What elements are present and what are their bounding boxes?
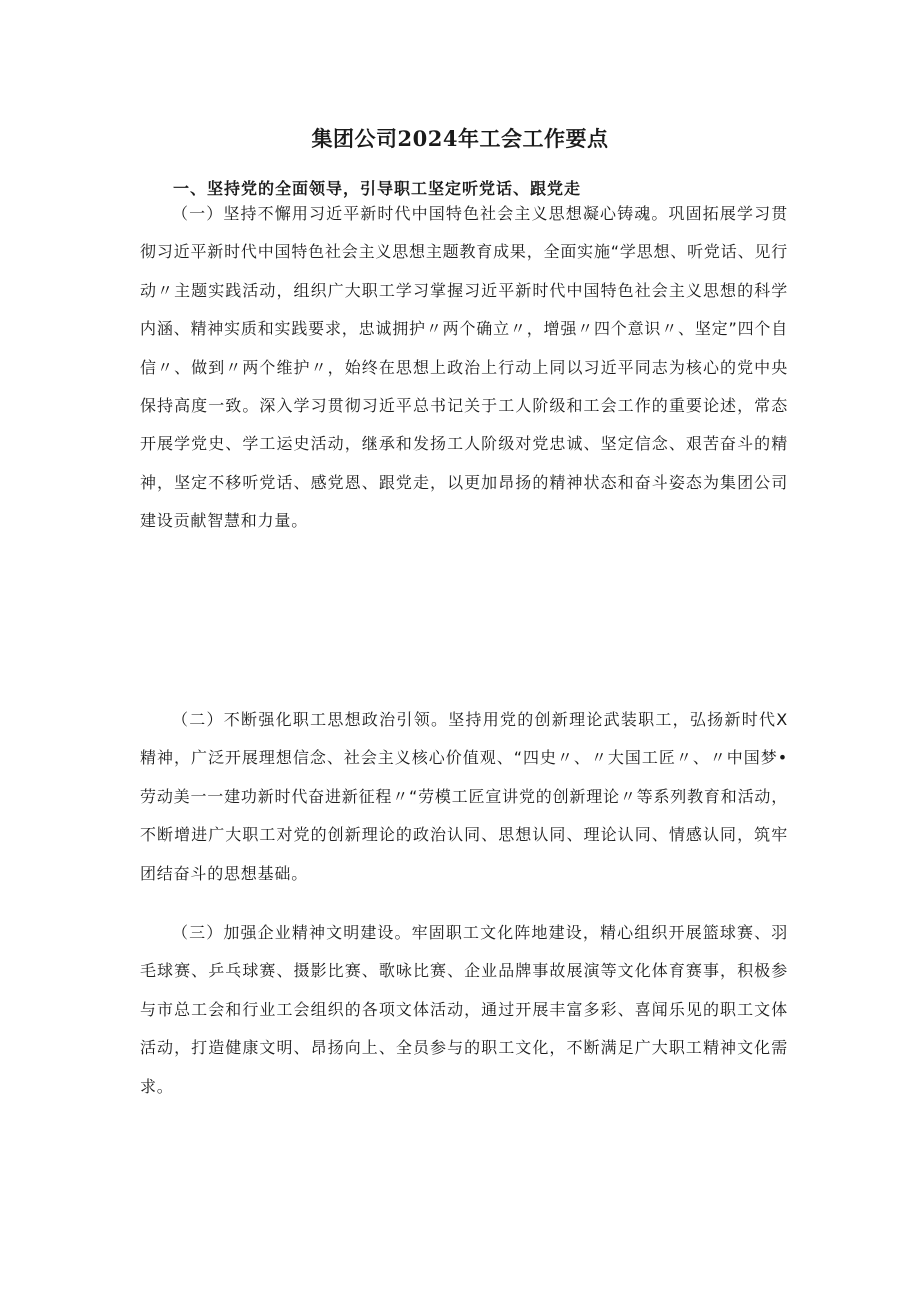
section-heading: 一、坚持党的全面领导，引导职工坚定听党话、跟党走 [173,179,582,198]
paragraph-3: （三）加强企业精神文明建设。牢固职工文化阵地建设，精心组织开展篮球赛、羽毛球赛、乒乓球赛、摄影比赛、歌咏比赛、企业品牌事故展演等文化体育赛事，积极参与市总工会和行业工会组织的各项文体活动，通过开展丰富多彩、喜闻乐见的职工文体活动，打造健康文明、昂扬向上、全员参与的职工文化，不断满足广大职工精神文化需求。 [140,923,788,1096]
paragraph-1: （一）坚持不懈用习近平新时代中国特色社会主义思想凝心铸魂。巩固拓展学习贯彻习近平新时代中国特色社会主义思想主题教育成果，全面实施“学思想、听党话、见行动〃主题实践活动，组织广大职工学习掌握习近平新时代中国特色社会主义思想的科学内涵、精神实质和实践要求，忠诚拥护〃两个确立〃，增强〃四个意识〃、坚定”四个自信〃、做到〃两个维护〃，始终在思想上政治上行动上同以习近平同志为核心的党中央保持高度一致。深入学习贯彻习近平总书记关于工人阶级和工会工作的重要论述，常态开展学党史、学工运史活动，继承和发扬工人阶级对党忠诚、坚定信念、艰苦奋斗的精神，坚定不移听党话、感党恩、跟党走，以更加昂扬的精神状态和奋斗姿态为集团公司建设贡献智慧和力量。 [140,204,788,531]
paragraph-2: （二）不断强化职工思想政治引领。坚持用党的创新理论武装职工，弘扬新时代X精神，广泛开展理想信念、社会主义核心价值观、“四史〃、〃大国工匠〃、〃中国梦•劳动美一一建功新时代奋进新征程〃“劳模工匠宣讲党的创新理论〃等系列教育和活动，不断增进广大职工对党的创新理论的政治认同、思想认同、理论认同、情感认同，筑牢团结奋斗的思想基础。 [140,710,788,883]
document-title: 集团公司2024年工会工作要点 [311,126,609,151]
